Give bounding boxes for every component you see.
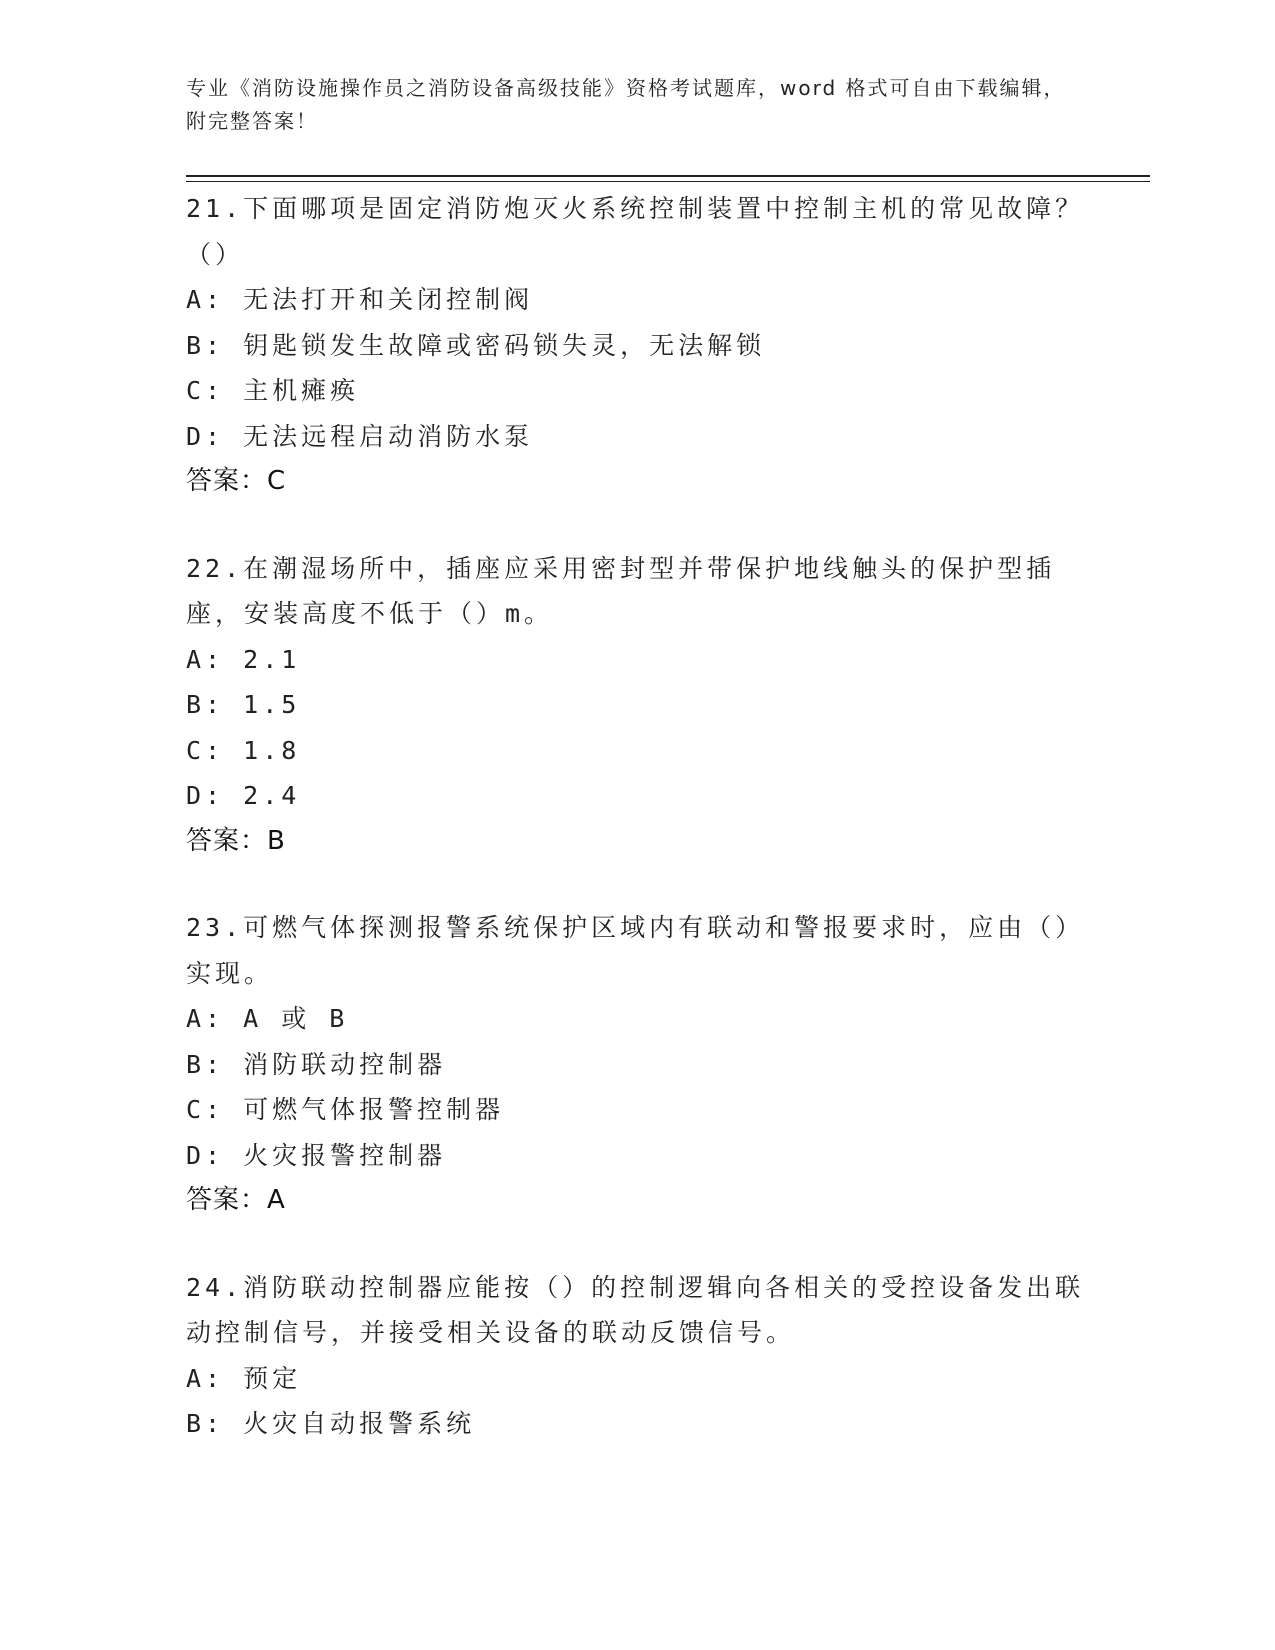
question-22 (186, 546, 1086, 865)
option-b: B: 消防联动控制器 (186, 1049, 447, 1079)
question-24 (186, 1265, 1086, 1447)
option-a: A: A 或 B (186, 1004, 349, 1033)
question-text: 23.可燃气体探测报警系统保护区域内有联动和警报要求时，应由（）实现。 (186, 913, 1085, 988)
option-d: D: 2.4 (186, 781, 301, 810)
question-text: 24.消防联动控制器应能按（）的控制逻辑向各相关的受控设备发出联动控制信号，并接受相关设备的联动反馈信号。 (186, 1272, 1085, 1347)
document-header: 专业《消防设施操作员之消防设备高级技能》资格考试题库，word 格式可自由下载编辑，附完整答案！ (186, 76, 1066, 133)
option-a: A: 预定 (186, 1363, 302, 1393)
option-a: A: 无法打开和关闭控制阀 (186, 285, 534, 314)
option-d: D: 无法远程启动消防水泵 (186, 421, 534, 451)
option-d: D: 火灾报警控制器 (186, 1140, 447, 1170)
answer-line: 答案：C (186, 466, 287, 496)
option-c: C: 主机瘫痪 (186, 376, 360, 405)
question-23 (186, 905, 1086, 1224)
question-list (186, 186, 1086, 1488)
header-divider-thin (186, 181, 1150, 182)
question-text: 22.在潮湿场所中，插座应采用密封型并带保护地线触头的保护型插座，安装高度不低于（）m。 (186, 553, 1056, 628)
question-text: 21.下面哪项是固定消防炮灭火系统控制装置中控制主机的常见故障？（） (186, 194, 1085, 269)
answer-line: 答案：A (186, 1185, 286, 1215)
header-divider-thick (186, 175, 1150, 177)
option-b: B: 1.5 (186, 690, 301, 719)
option-c: C: 1.8 (186, 735, 301, 765)
option-b: B: 钥匙锁发生故障或密码锁失灵，无法解锁 (186, 330, 766, 360)
option-a: A: 2.1 (186, 644, 301, 674)
option-c: C: 可燃气体报警控制器 (186, 1095, 505, 1124)
option-b: B: 火灾自动报警系统 (186, 1409, 476, 1438)
answer-line: 答案：B (186, 825, 286, 856)
question-21 (186, 186, 1086, 505)
